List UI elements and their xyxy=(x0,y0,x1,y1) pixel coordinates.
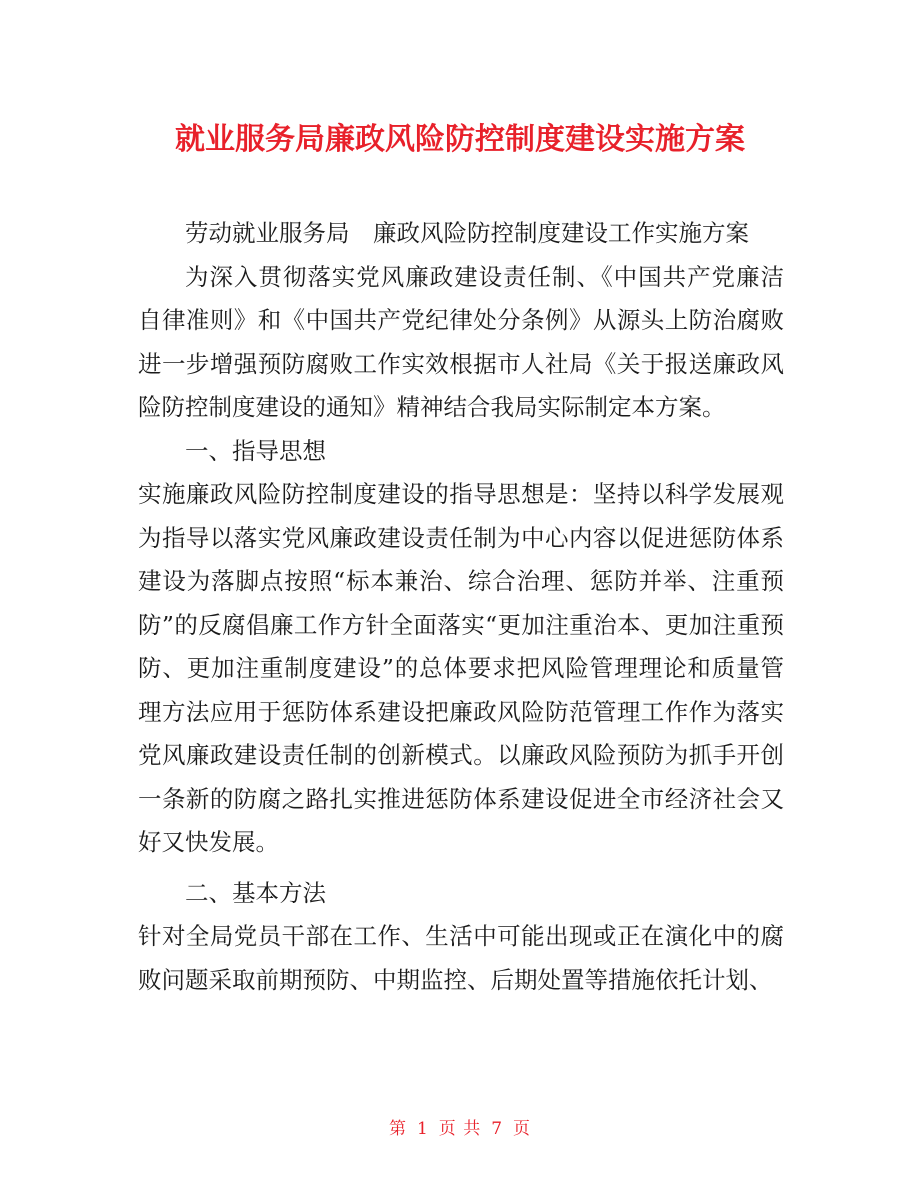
document-body xyxy=(138,212,784,1002)
footer-prefix: 第 xyxy=(388,1119,407,1139)
intro-paragraph: 为深入贯彻落实党风廉政建设责任制、《中国共产党廉洁自律准则》和《中国共产党纪律处分条例》从源头上防治腐败进一步增强预防腐败工作实效根据市人社局《关于报送廉政风险防控制度建设的通知》精神结合我局实际制定本方案。 xyxy=(138,262,784,421)
section-2-paragraph: 针对全局党员干部在工作、生活中可能出现或正在演化中的腐败问题采取前期预防、中期监控、后期处置等措施依托计划、 xyxy=(138,922,784,994)
section-1-paragraph: 实施廉政风险防控制度建设的指导思想是：坚持以科学发展观为指导以落实党风廉政建设责任制为中心内容以促进惩防体系建设为落脚点按照“标本兼治、综合治理、惩防并举、注重预防”的反腐倡廉工作方针全面落实“更加注重治本、更加注重预防、更加注重制度建设”的总体要求把风险管理理论和质量管理方法应用于惩防体系建设把廉政风险防范管理工作作为落实党风廉政建设责任制的创新模式。以廉政风险预防为抓手开创一条新的防腐之路扎实推进惩防体系建设促进全市经济社会又好又快发展。 xyxy=(138,480,784,856)
document-title: 就业服务局廉政风险防控制度建设实施方案 xyxy=(175,122,745,157)
document-subtitle: 劳动就业服务局 廉政风险防控制度建设工作实施方案 xyxy=(185,219,749,247)
section-2-heading: 二、基本方法 xyxy=(185,878,326,907)
footer-mid: 页 共 xyxy=(438,1119,482,1139)
footer-total-pages: 7 xyxy=(491,1119,504,1139)
footer-page-number: 1 xyxy=(416,1119,429,1139)
section-1-heading: 一、指导思想 xyxy=(185,436,326,465)
footer-suffix: 页 xyxy=(513,1119,532,1139)
page-footer xyxy=(0,1114,920,1139)
